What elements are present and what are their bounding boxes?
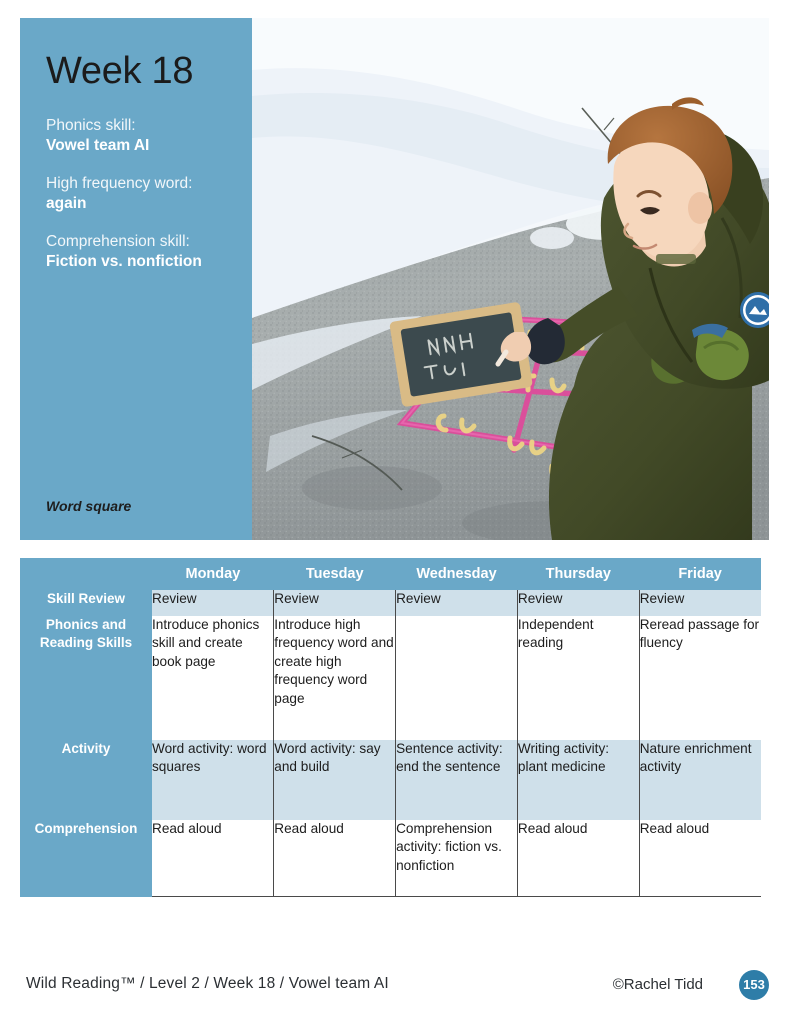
table-cell: Read aloud [639, 820, 761, 897]
meta-high-frequency-word [46, 174, 252, 215]
meta-value: Fiction vs. nonfiction [46, 253, 202, 271]
page-footer [0, 963, 789, 1013]
row-label-activity: Activity [20, 740, 152, 820]
table-cell: Review [152, 590, 274, 616]
table-cell: Review [517, 590, 639, 616]
meta-label: Phonics skill: [46, 117, 136, 134]
table-cell: Read aloud [517, 820, 639, 897]
table-cell: Nature enrichment activity [639, 740, 761, 820]
breadcrumb: Wild Reading™ / Level 2 / Week 18 / Vowel team AI [26, 975, 389, 992]
table-cell: Introduce phonics skill and create book page [152, 616, 274, 740]
weekly-schedule-table [20, 558, 761, 897]
table-cell: Comprehension activity: fiction vs. nonfiction [396, 820, 518, 897]
table-cell: Introduce high frequency word and create high frequency word page [274, 616, 396, 740]
meta-value: Vowel team AI [46, 137, 150, 155]
table-row [20, 590, 761, 616]
row-label-phonics-and-reading-skills: Phonics and Reading Skills [20, 616, 152, 740]
table-cell: Read aloud [152, 820, 274, 897]
table-row [20, 616, 761, 740]
table-header-row [20, 558, 761, 590]
table-row [20, 820, 761, 897]
meta-label: High frequency word: [46, 174, 193, 192]
column-header-wednesday: Wednesday [396, 558, 518, 590]
copyright-notice: ©Rachel Tidd [612, 976, 703, 993]
table-cell: Read aloud [274, 820, 396, 897]
meta-phonics-skill [46, 116, 252, 157]
hero-section [20, 18, 769, 540]
page-number-badge: 153 [739, 970, 769, 1000]
column-header-friday: Friday [639, 558, 761, 590]
meta-label: Comprehension skill: [46, 232, 190, 250]
hero-info-panel [20, 18, 252, 540]
table-cell: Review [639, 590, 761, 616]
row-label-comprehension: Comprehension [20, 820, 152, 897]
page-title: Week 18 [46, 50, 194, 92]
table-row [20, 740, 761, 820]
row-label-skill-review: Skill Review [20, 590, 152, 616]
hero-photo [252, 18, 769, 540]
table-cell: Writing activity: plant medicine [517, 740, 639, 820]
photo-caption: Word square [46, 498, 132, 514]
table-cell: Word activity: say and build [274, 740, 396, 820]
table-cell: Word activity: word squares [152, 740, 274, 820]
table-cell: Sentence activity: end the sentence [396, 740, 518, 820]
photo-illustration [252, 18, 769, 540]
table-cell [396, 616, 518, 740]
meta-comprehension-skill [46, 232, 252, 273]
column-header-monday: Monday [152, 558, 274, 590]
table-cell: Review [274, 590, 396, 616]
table-cell: Reread passage for fluency [639, 616, 761, 740]
column-header-tuesday: Tuesday [274, 558, 396, 590]
table-cell: Independent reading [517, 616, 639, 740]
column-header-thursday: Thursday [517, 558, 639, 590]
header-corner-cell [20, 558, 152, 590]
table-cell: Review [396, 590, 518, 616]
meta-value: again [46, 195, 87, 213]
